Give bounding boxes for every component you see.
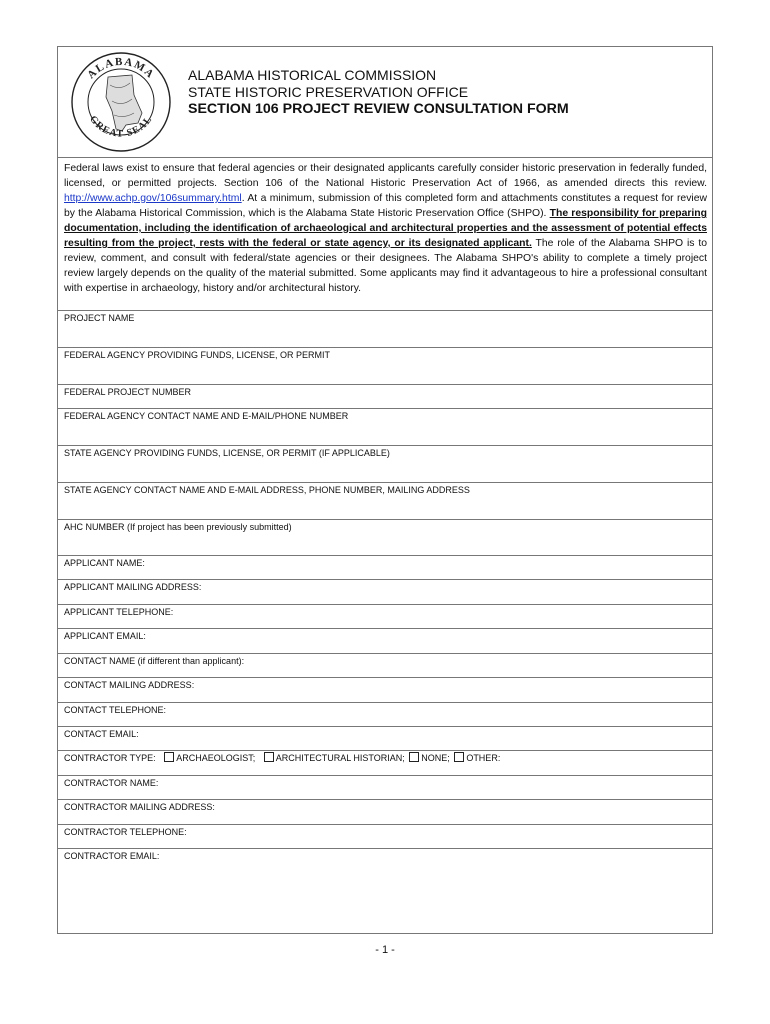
ahc-number-row[interactable] [58, 519, 712, 555]
contractor-mailing-label: CONTRACTOR MAILING ADDRESS: [64, 802, 215, 812]
federal-agency-row[interactable] [58, 347, 712, 384]
contractor-type-label: CONTRACTOR TYPE: [64, 753, 156, 763]
alabama-great-seal [70, 51, 172, 153]
achp-link[interactable]: http://www.achp.gov/106summary.html [64, 193, 242, 204]
archaeologist-option-label: ARCHAEOLOGIST; [176, 753, 256, 763]
applicant-telephone-label: APPLICANT TELEPHONE: [64, 607, 174, 617]
ahc-number-label: AHC NUMBER (If project has been previously submitted) [64, 522, 292, 532]
applicant-name-row[interactable] [58, 555, 712, 579]
contact-email-label: CONTACT EMAIL: [64, 729, 139, 739]
federal-contact-label: FEDERAL AGENCY CONTACT NAME AND E-MAIL/PHONE NUMBER [64, 411, 349, 421]
contractor-type-row [58, 750, 712, 775]
contact-name-row[interactable] [58, 653, 712, 677]
intro-paragraph [64, 161, 707, 296]
state-contact-row[interactable] [58, 482, 712, 519]
title-line-3: SECTION 106 PROJECT REVIEW CONSULTATION FORM [188, 101, 569, 117]
intro-emphasis: The responsibility for preparing documentation, including the identification of archaeological and architectural properties and the assessment of potential effects resulting from the project, rests with the federal or state agency, or its designated applicant. [64, 208, 707, 249]
architectural-historian-option-label: ARCHITECTURAL HISTORIAN; [275, 753, 405, 763]
seal-text-bottom: GREAT SEAL [87, 113, 155, 140]
project-name-row[interactable] [58, 310, 712, 347]
applicant-mailing-label: APPLICANT MAILING ADDRESS: [64, 582, 202, 592]
contractor-email-label: CONTRACTOR EMAIL: [64, 851, 160, 861]
contact-mailing-row[interactable] [58, 677, 712, 702]
federal-project-number-row[interactable] [58, 384, 712, 408]
other-checkbox[interactable] [454, 752, 464, 762]
contractor-type-group [64, 752, 500, 764]
archaeologist-checkbox[interactable] [164, 752, 174, 762]
state-agency-label: STATE AGENCY PROVIDING FUNDS, LICENSE, OR PERMIT (IF APPLICABLE) [64, 448, 390, 458]
applicant-email-label: APPLICANT EMAIL: [64, 631, 146, 641]
contact-mailing-label: CONTACT MAILING ADDRESS: [64, 680, 195, 690]
intro-part-3: The role of the Alabama SHPO is to review, comment, and consult with federal/state agencies or their designees. The Alabama SHPO's ability to complete a timely project review largely depends on the quality of the material submitted. Some applicants may find it advantageous to hire a professional consultant with expertise in archaeology, history and/or architectural history. [64, 238, 707, 294]
state-agency-row[interactable] [58, 445, 712, 482]
contact-email-row[interactable] [58, 726, 712, 750]
architectural-historian-checkbox[interactable] [264, 752, 274, 762]
federal-project-number-label: FEDERAL PROJECT NUMBER [64, 387, 192, 397]
contractor-mailing-row[interactable] [58, 799, 712, 824]
state-contact-label: STATE AGENCY CONTACT NAME AND E-MAIL ADDRESS, PHONE NUMBER, MAILING ADDRESS [64, 485, 470, 495]
form-page [57, 46, 713, 934]
project-name-label: PROJECT NAME [64, 313, 135, 323]
applicant-mailing-row[interactable] [58, 579, 712, 604]
none-checkbox[interactable] [409, 752, 419, 762]
form-header [58, 47, 712, 158]
intro-part-2: . At a minimum, submission of this completed form and attachments constitutes a request for review by the Alabama Historical Commission, which is the Alabama State Historic Preservation Office (SHPO). [64, 193, 707, 219]
form-titles [188, 67, 569, 118]
contractor-telephone-row[interactable] [58, 824, 712, 848]
federal-agency-label: FEDERAL AGENCY PROVIDING FUNDS, LICENSE, OR PERMIT [64, 350, 331, 360]
title-line-2: STATE HISTORIC PRESERVATION OFFICE [188, 84, 469, 100]
intro-part-1: Federal laws exist to ensure that federal agencies or their designated applicants carefully consider historic preservation in federally funded, licensed, or permitted projects. Section 106 of the National Historic Preservation Act of 1966, as amended directs this review. [64, 163, 707, 189]
none-option-label: NONE; [421, 753, 450, 763]
contact-telephone-label: CONTACT TELEPHONE: [64, 705, 167, 715]
applicant-email-row[interactable] [58, 628, 712, 653]
contractor-name-label: CONTRACTOR NAME: [64, 778, 159, 788]
applicant-telephone-row[interactable] [58, 604, 712, 628]
contact-telephone-row[interactable] [58, 702, 712, 726]
federal-contact-row[interactable] [58, 408, 712, 445]
other-option-label: OTHER: [466, 753, 501, 763]
title-line-1: ALABAMA HISTORICAL COMMISSION [188, 67, 437, 83]
contractor-telephone-label: CONTRACTOR TELEPHONE: [64, 827, 187, 837]
seal-text-top: ALABAMA [85, 55, 157, 82]
contractor-name-row[interactable] [58, 775, 712, 799]
page-number: - 1 - [375, 944, 395, 956]
contractor-email-row[interactable] [58, 848, 712, 934]
applicant-name-label: APPLICANT NAME: [64, 558, 145, 568]
contact-name-label: CONTACT NAME (if different than applicant): [64, 656, 245, 666]
